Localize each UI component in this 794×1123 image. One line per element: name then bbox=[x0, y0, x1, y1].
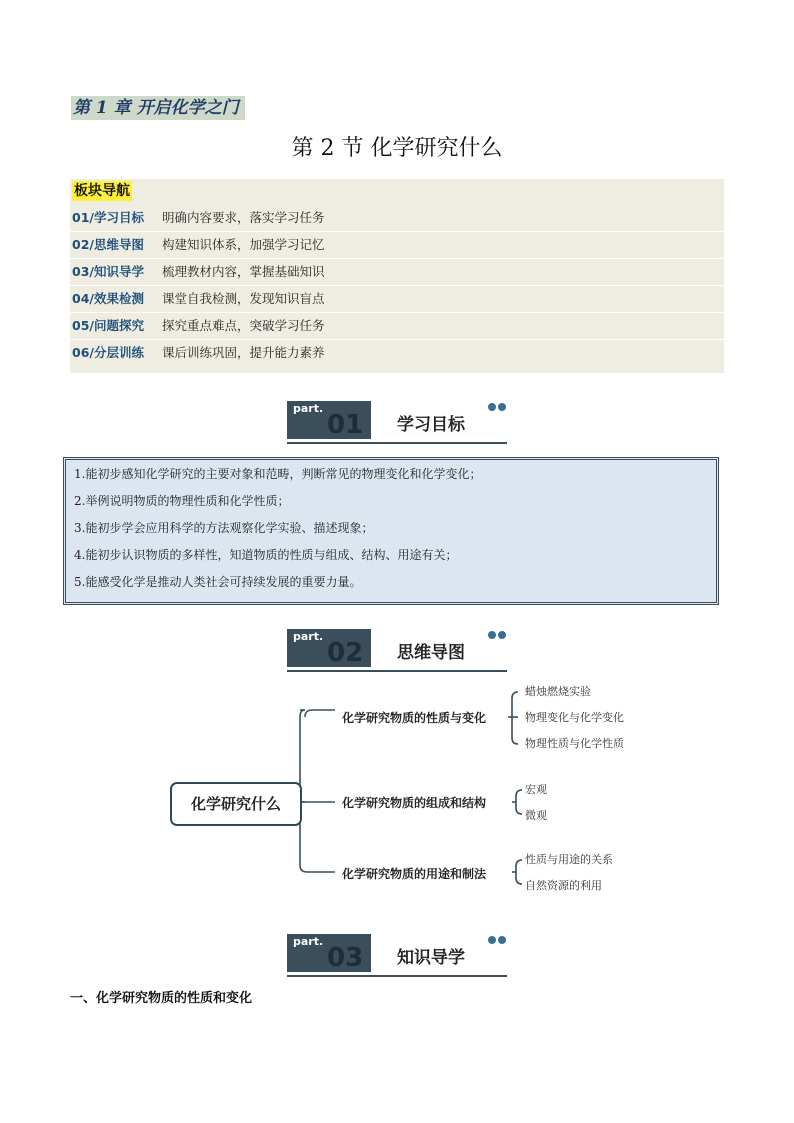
nav-item-code: 03/知识导学 bbox=[72, 264, 144, 279]
nav-item-code: 01/学习目标 bbox=[72, 210, 144, 225]
mind-map-leaf: 物理变化与化学变化 bbox=[525, 711, 624, 724]
part-badge-02 bbox=[287, 629, 507, 675]
nav-item bbox=[70, 313, 724, 340]
nav-item-code: 02/思维导图 bbox=[72, 237, 144, 252]
nav-item-desc: 明确内容要求，落实学习任务 bbox=[162, 210, 325, 225]
mind-map bbox=[160, 680, 640, 895]
part-underline bbox=[287, 442, 507, 444]
part-tag: part. bbox=[293, 402, 324, 415]
goal-item: 1.能初步感知化学研究的主要对象和范畴，判断常见的物理变化和化学变化； bbox=[74, 467, 482, 481]
part-badge-01 bbox=[287, 401, 507, 447]
nav-item-desc: 课后训练巩固，提升能力素养 bbox=[162, 345, 325, 360]
mind-map-root: 化学研究什么 bbox=[170, 782, 302, 826]
goal-item: 2.举例说明物质的物理性质和化学性质； bbox=[74, 494, 290, 508]
part-badge-03 bbox=[287, 934, 507, 980]
droplets-icon bbox=[487, 630, 507, 640]
part-underline bbox=[287, 670, 507, 672]
nav-item-desc: 构建知识体系，加强学习记忆 bbox=[162, 237, 325, 252]
goal-item: 3.能初步学会应用科学的方法观察化学实验、描述现象； bbox=[74, 521, 374, 535]
goals-box bbox=[63, 457, 719, 605]
nav-item-code: 04/效果检测 bbox=[72, 291, 144, 306]
nav-item-code: 06/分层训练 bbox=[72, 345, 144, 360]
part-number: 01 bbox=[327, 410, 364, 440]
part-tag: part. bbox=[293, 935, 324, 948]
nav-item bbox=[70, 232, 724, 259]
mind-map-leaf: 自然资源的利用 bbox=[525, 879, 602, 892]
part-underline bbox=[287, 975, 507, 977]
part-label: 思维导图 bbox=[397, 643, 465, 663]
nav-item-code: 05/问题探究 bbox=[72, 318, 144, 333]
mind-map-leaf: 微观 bbox=[525, 809, 547, 822]
goal-item: 4.能初步认识物质的多样性，知道物质的性质与组成、结构、用途有关； bbox=[74, 548, 458, 562]
mind-map-leaf: 性质与用途的关系 bbox=[525, 853, 613, 866]
mind-map-leaf: 蜡烛燃烧实验 bbox=[525, 685, 591, 698]
mind-map-leaf: 物理性质与化学性质 bbox=[525, 737, 624, 750]
mind-map-leaf: 宏观 bbox=[525, 783, 547, 796]
mind-map-branch: 化学研究物质的组成和结构 bbox=[342, 796, 487, 810]
nav-heading: 板块导航 bbox=[74, 183, 130, 199]
nav-item bbox=[70, 340, 724, 366]
mind-map-branch: 化学研究物质的性质与变化 bbox=[342, 711, 487, 725]
goal-item: 5.能感受化学是推动人类社会可持续发展的重要力量。 bbox=[74, 575, 362, 589]
chapter-banner: 第 1 章 开启化学之门 bbox=[71, 96, 245, 120]
part-label: 学习目标 bbox=[397, 415, 465, 435]
part-number: 02 bbox=[327, 638, 364, 668]
nav-item-desc: 探究重点难点，突破学习任务 bbox=[162, 318, 325, 333]
nav-item bbox=[70, 286, 724, 313]
nav-item-desc: 梳理教材内容，掌握基础知识 bbox=[162, 264, 325, 279]
part-label: 知识导学 bbox=[397, 948, 465, 968]
nav-item-desc: 课堂自我检测，发现知识盲点 bbox=[162, 291, 325, 306]
part-number: 03 bbox=[327, 943, 364, 973]
part-tag: part. bbox=[293, 630, 324, 643]
subheading: 一、化学研究物质的性质和变化 bbox=[70, 991, 253, 1006]
mind-map-branch: 化学研究物质的用途和制法 bbox=[342, 867, 487, 881]
nav-item bbox=[70, 205, 724, 232]
droplets-icon bbox=[487, 402, 507, 412]
section-title: 第 2 节 化学研究什么 bbox=[291, 136, 503, 161]
droplets-icon bbox=[487, 935, 507, 945]
nav-item bbox=[70, 259, 724, 286]
